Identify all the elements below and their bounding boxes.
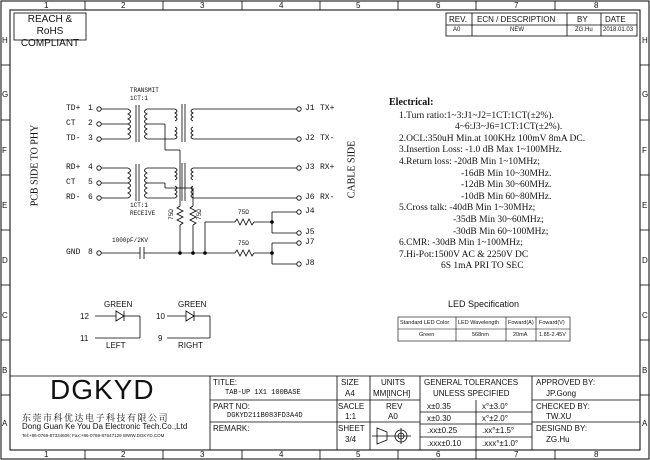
electrical-heading: Electrical:	[389, 97, 434, 108]
tolerance-angular: x°±3.0°	[482, 402, 508, 411]
pin-name-gnd: GND	[66, 248, 81, 257]
grid-col-2-bottom: 2	[121, 450, 126, 459]
electrical-spec	[389, 97, 585, 273]
pin-j5: J5	[305, 228, 315, 237]
grid-row-c-left: C	[2, 311, 8, 320]
electrical-line: 7.Hi-Pot:1500V AC & 2250V DC	[399, 249, 529, 260]
led-left-pin-b: 11	[80, 334, 89, 343]
tolerance-linear: x±0.35	[427, 402, 451, 411]
size-value: A4	[345, 389, 355, 398]
pin-name-rd-plus: RD+	[66, 163, 81, 172]
grid-col-5-top: 5	[356, 1, 361, 10]
led-spec-value-wavelength: 568nm	[472, 332, 489, 338]
tolerance-angular: x°±2.0°	[482, 414, 508, 423]
title-value: TAB-UP 1X1 100BASE	[225, 389, 301, 397]
grid-col-7-top: 7	[514, 1, 519, 10]
led-spec-header-wavelength: LED Wavelength	[458, 320, 500, 326]
led-spec-header-forward-a: Foward(A)	[508, 320, 534, 326]
resistor-label-j4j5: 75Ω	[238, 209, 249, 216]
pin-j3: J3	[305, 163, 315, 172]
tolerance-angular: .xxx°±1.0°	[482, 439, 519, 448]
pin-j4: J4	[305, 207, 315, 216]
cable-side-label: CABLE SIDE	[346, 140, 358, 199]
grid-col-1-top: 1	[44, 1, 49, 10]
title-label: TITLE:	[213, 378, 238, 387]
grid-row-f-right: F	[642, 146, 647, 155]
led-spec-header-color: Standard LED Color	[400, 320, 450, 326]
grid-row-g-left: G	[2, 90, 9, 99]
pin-name-rd-minus: RD-	[66, 193, 81, 202]
pin-j1-signal: TX+	[320, 104, 335, 113]
designed-by-value: ZG.Hu	[546, 435, 570, 444]
pin-j6-signal: RX-	[320, 193, 335, 202]
grid-col-4-bottom: 4	[279, 450, 284, 459]
sheet-label: SHEET	[338, 424, 365, 433]
led-spec-header-forward-v: Foward(V)	[539, 320, 565, 326]
rev-header-by: BY	[577, 15, 588, 24]
checked-by-label: CHECKED BY:	[536, 402, 590, 411]
grid-col-3-bottom: 3	[200, 450, 205, 459]
electrical-line: 2.OCL:350uH Min.at 100KHz 100mV 8mA DC.	[399, 133, 586, 144]
sheet-value: 3/4	[345, 435, 357, 444]
size-label: SIZE	[341, 378, 359, 387]
company-logo: DGKYD	[50, 374, 155, 405]
company-name-en: Dong Guan Ke You Da Electronic Tech.Co.,Ltd	[22, 422, 188, 431]
grid-row-f-left: F	[2, 146, 7, 155]
company-contact: Tel:+86-0769-87334606; Fax:+86-0769-87647129 WWW.DGKYD.COM	[22, 433, 165, 438]
grid-col-8-bottom: 8	[594, 450, 599, 459]
pin-j3-signal: RX+	[320, 163, 335, 172]
electrical-line: 4~6:J3~J6=1CT:1CT(±2%).	[455, 122, 563, 133]
led-right-pin-b: 9	[158, 334, 163, 343]
pin-num-6: 6	[88, 193, 93, 202]
pin-num-8: 8	[88, 248, 93, 257]
compliance-box	[14, 14, 86, 50]
grid-row-g-right: G	[642, 90, 649, 99]
electrical-line: 3.Insertion Loss: -1.0 dB Max 1~100MHz.	[399, 145, 562, 156]
electrical-line: 6.CMR: -30dB Min 1~100MHz;	[399, 238, 523, 249]
remark-label: REMARK:	[213, 424, 250, 433]
electrical-line: 1.Turn ratio:1~3:J1~J2=1CT:1CT(±2%).	[399, 110, 554, 121]
pin-j7: J7	[305, 238, 315, 247]
grid-col-3-top: 3	[200, 1, 205, 10]
scale-label: SACLE	[338, 402, 365, 411]
transmit-ratio: 1CT:1	[130, 95, 149, 102]
led-spec-title: LED Specification	[448, 299, 520, 309]
grid-row-d-left: D	[2, 256, 8, 265]
rev-header-ecn: ECN / DESCRIPTION	[477, 15, 556, 24]
led-spec-value-forward-a: 20mA	[513, 332, 528, 338]
grid-row-e-left: E	[2, 201, 8, 210]
units-label: UNITS	[381, 378, 405, 387]
units-value: MM[INCH]	[373, 389, 411, 398]
part-no-label: PART NO:	[213, 402, 250, 411]
tolerance-linear: .xx±0.25	[427, 426, 458, 435]
electrical-line: 5.Cross talk: -40dB Min 1~30MHz;	[399, 203, 536, 214]
compliance-line-1: REACH & RoHS	[27, 14, 73, 37]
grid-row-e-right: E	[642, 201, 648, 210]
pin-name-td-plus: TD+	[66, 104, 81, 113]
grid-row-a-right: A	[642, 419, 648, 428]
resistor-label-ct-tx: 75Ω	[167, 209, 175, 220]
pin-num-5: 5	[88, 178, 93, 187]
electrical-line: -30dB Min 60~100MHz;	[453, 226, 549, 237]
resistor-label-j7j8: 75Ω	[238, 240, 249, 247]
rev-header-date: DATE	[605, 15, 626, 24]
grid-col-5-bottom: 5	[356, 450, 361, 459]
led-left-color: GREEN	[104, 300, 133, 309]
electrical-line: 4.Return loss: -20dB Min 1~10MHz;	[399, 156, 541, 167]
pin-num-3: 3	[88, 134, 93, 143]
grid-col-6-top: 6	[436, 1, 441, 10]
checked-by-value: TW.XU	[546, 412, 572, 421]
company-name-cn: 东莞市科优达电子科技有限公司	[22, 413, 170, 423]
grid-row-h-left: H	[2, 36, 8, 45]
grid-row-d-right: D	[642, 256, 648, 265]
rev-label: REV	[386, 402, 403, 411]
led-right-side: RIGHT	[178, 341, 203, 350]
pin-name-ct-tx: CT	[66, 119, 76, 128]
pin-j1: J1	[305, 104, 315, 113]
electrical-line: -10dB Min 60~80MHz.	[461, 191, 552, 202]
approved-by-value: JP.Gong	[546, 389, 577, 398]
pcb-side-label: PCB SIDE TO PHY	[29, 124, 41, 207]
grid-row-h-right: H	[642, 36, 648, 45]
receive-label: RECEIVE	[130, 210, 156, 217]
grid-row-a-left: A	[2, 419, 8, 428]
approved-by-label: APPROVED BY:	[536, 378, 596, 387]
tolerance-title-1: GENERAL TOLERANCES	[424, 378, 519, 387]
tolerance-angular: .xx°±1.5°	[482, 426, 515, 435]
grid-col-6-bottom: 6	[436, 450, 441, 459]
grid-col-1-bottom: 1	[44, 450, 49, 459]
electrical-line: 6S 1mA PRI TO SEC	[441, 261, 524, 272]
scale-value: 1:1	[345, 412, 357, 421]
grid-col-7-bottom: 7	[514, 450, 519, 459]
led-spec-value-color: Green	[419, 332, 435, 338]
pin-name-ct-rx: CT	[66, 178, 76, 187]
tolerance-title-2: UNLESS SPECIFIED	[433, 389, 510, 398]
rev-header-rev: REV.	[449, 15, 467, 24]
grid-col-2-top: 2	[121, 1, 126, 10]
led-right-color: GREEN	[178, 300, 207, 309]
grid-row-c-right: C	[642, 311, 648, 320]
rev-value: A0	[388, 412, 398, 421]
electrical-line: -12dB Min 30~60MHz.	[461, 180, 552, 191]
pin-num-4: 4	[88, 163, 93, 172]
pin-name-td-minus: TD-	[66, 134, 81, 143]
pin-j8: J8	[305, 259, 315, 268]
compliance-line-2: COMPLIANT	[20, 38, 80, 49]
pin-num-2: 2	[88, 119, 93, 128]
led-right-pin-a: 10	[156, 312, 165, 321]
grid-col-4-top: 4	[279, 1, 284, 10]
rev-value-by: ZG.Hu	[575, 27, 593, 33]
pin-j2-signal: TX-	[320, 134, 335, 143]
led-left-pin-a: 12	[80, 312, 89, 321]
rev-value-date: 2018.01.03	[603, 27, 634, 33]
rev-value-rev: A0	[453, 27, 461, 33]
pin-j6: J6	[305, 193, 315, 202]
electrical-line: -35dB Min 30~60MHz;	[453, 214, 544, 225]
transmit-label: TRANSMIT	[130, 87, 159, 94]
grid-row-b-right: B	[642, 366, 648, 375]
led-left-side: LEFT	[106, 341, 126, 350]
led-spec-value-forward-v: 1.85-2.45V	[539, 332, 566, 338]
electrical-line: -16dB Min 10~30MHz.	[461, 168, 552, 179]
pin-j2: J2	[305, 134, 315, 143]
tolerance-linear: x±0.30	[427, 414, 451, 423]
capacitor-label: 1000pF/2KV	[112, 237, 149, 244]
tolerance-linear: .xxx±0.10	[427, 439, 462, 448]
grid-col-8-top: 8	[594, 1, 599, 10]
part-no-value: DGKYD211B083FD3A4D	[227, 412, 303, 420]
resistor-label-ct-rx: 75Ω	[195, 209, 203, 220]
designed-by-label: DESIGND BY:	[536, 424, 588, 433]
pin-num-1: 1	[88, 104, 93, 113]
grid-row-b-left: B	[2, 366, 8, 375]
receive-ratio: 1CT:1	[130, 202, 149, 209]
rev-value-ecn: NEW	[510, 27, 524, 33]
